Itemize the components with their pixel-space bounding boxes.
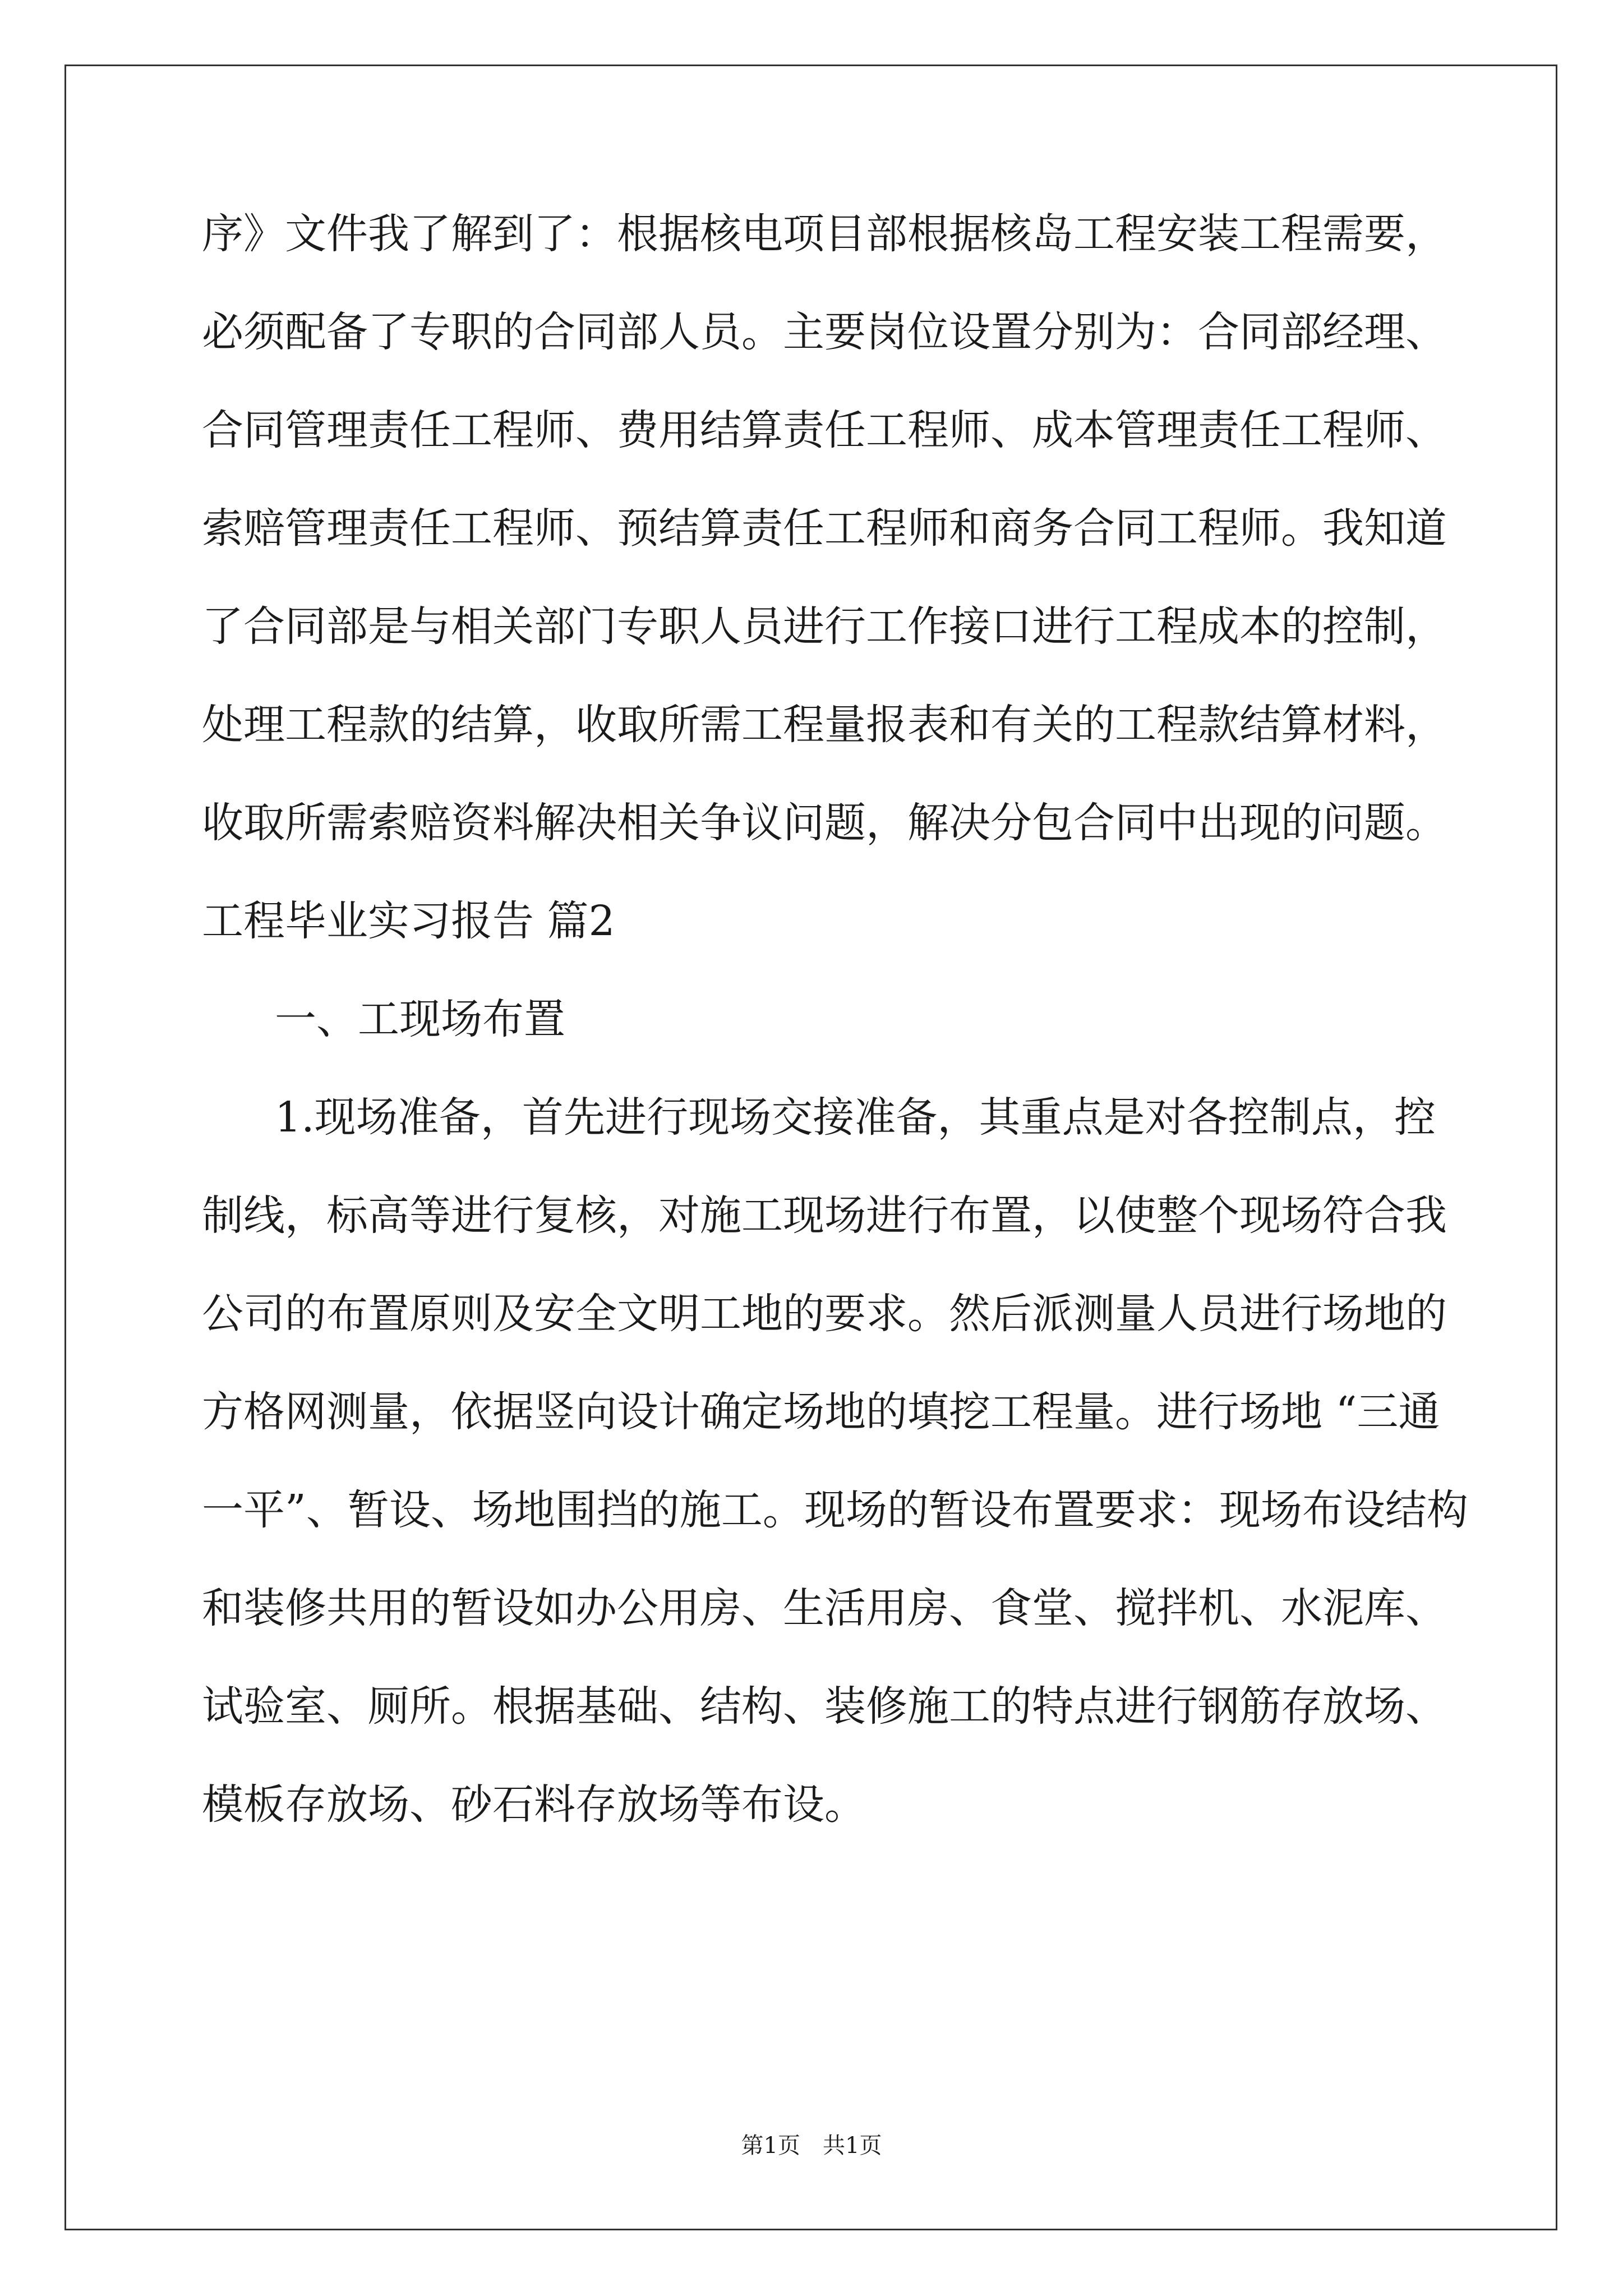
- paragraph-line: 处理工程款的结算，收取所需工程量报表和有关的工程款结算材料，: [202, 701, 1447, 749]
- item-line: 试验室、厕所。根据基础、结构、装修施工的特点进行钢筋存放场、: [202, 1682, 1447, 1731]
- paragraph-line: 必须配备了专职的合同部人员。主要岗位设置分别为：合同部经理、: [202, 308, 1447, 356]
- item-line: 一平”、暂设、场地围挡的施工。现场的暂设布置要求：现场布设结构: [202, 1486, 1468, 1534]
- paragraph-line: 合同管理责任工程师、费用结算责任工程师、成本管理责任工程师、: [202, 406, 1447, 454]
- item-line: 模板存放场、砂石料存放场等布设。: [202, 1780, 866, 1829]
- paragraph-line: 序》文件我了解到了：根据核电项目部根据核岛工程安装工程需要，: [202, 210, 1447, 258]
- paragraph-line: 收取所需索赔资料解决相关争议问题，解决分包合同中出现的问题。: [202, 799, 1447, 847]
- paragraph-line: 索赔管理责任工程师、预结算责任工程师和商务合同工程师。我知道: [202, 504, 1447, 553]
- page-number: 第1页 共1页: [741, 2133, 882, 2159]
- item-line: 和装修共用的暂设如办公用房、生活用房、食堂、搅拌机、水泥库、: [202, 1584, 1447, 1632]
- item-line: 1.现场准备，首先进行现场交接准备，其重点是对各控制点，控: [275, 1093, 1436, 1142]
- document-body: [202, 185, 1468, 1854]
- paragraph-line: 了合同部是与相关部门专职人员进行工作接口进行工程成本的控制，: [202, 602, 1447, 651]
- item-line: 方格网测量，依据竖向设计确定场地的填挖工程量。进行场地 “三通: [202, 1388, 1440, 1436]
- item-line: 制线，标高等进行复核，对施工现场进行布置，以使整个现场符合我: [202, 1191, 1447, 1240]
- section-heading: 工程毕业实习报告 篇2: [202, 897, 615, 945]
- item-line: 公司的布置原则及安全文明工地的要求。然后派测量人员进行场地的: [202, 1290, 1447, 1338]
- subheading: 一、工现场布置: [275, 995, 565, 1043]
